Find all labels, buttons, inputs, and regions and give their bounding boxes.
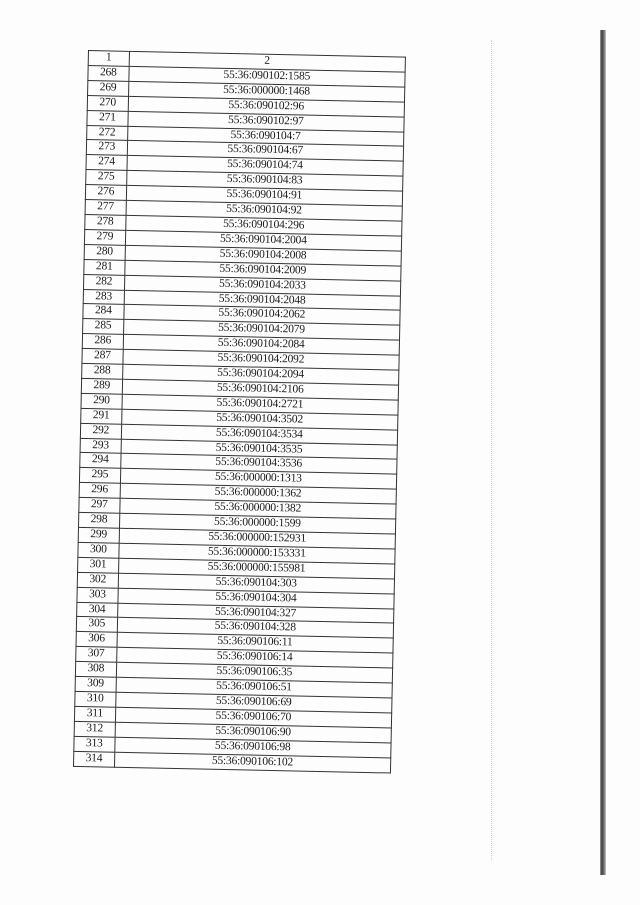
row-number-cell: 287: [82, 349, 123, 365]
row-number-cell: 270: [87, 95, 128, 111]
row-number-cell: 289: [81, 378, 122, 394]
cadastral-number-cell: 55:36:090104:74: [127, 156, 404, 177]
cadastral-number-cell: 55:36:090104:2721: [122, 394, 399, 415]
row-number-cell: 309: [75, 676, 116, 692]
row-number-cell: 310: [75, 691, 116, 707]
row-number-cell: 299: [78, 527, 119, 543]
row-number-cell: 275: [86, 170, 127, 186]
cadastral-number-cell: 55:36:090104:92: [126, 200, 403, 221]
cadastral-number-cell: 55:36:090104:303: [118, 573, 395, 594]
row-number-cell: 271: [87, 110, 128, 126]
cadastral-number-cell: 55:36:090104:2084: [123, 335, 400, 356]
cadastral-number-cell: 55:36:090104:83: [126, 171, 403, 192]
row-number-cell: 307: [76, 647, 117, 663]
cadastral-number-cell: 55:36:090104:296: [125, 215, 402, 236]
cadastral-number-cell: 55:36:090104:2009: [124, 260, 401, 281]
cadastral-number-cell: 55:36:090106:51: [116, 677, 393, 698]
row-number-cell: 292: [80, 423, 121, 439]
cadastral-number-cell: 55:36:090104:2062: [124, 305, 401, 326]
cadastral-number-cell: 55:36:000000:1382: [119, 498, 396, 519]
row-number-cell: 288: [82, 363, 123, 379]
cadastral-number-cell: 55:36:000000:152931: [119, 528, 396, 549]
cadastral-number-table: [73, 50, 406, 773]
row-number-cell: 313: [74, 736, 115, 752]
cadastral-number-cell: 55:36:090104:2106: [122, 379, 399, 400]
row-number-cell: 302: [77, 572, 118, 588]
cadastral-number-cell: 55:36:090104:2094: [122, 364, 399, 385]
row-number-cell: 296: [79, 483, 120, 499]
cadastral-number-cell: 55:36:090106:98: [114, 737, 391, 758]
row-number-cell: 305: [76, 617, 117, 633]
cadastral-number-cell: 55:36:090104:3502: [121, 409, 398, 430]
cadastral-number-cell: 55:36:090106:14: [116, 647, 393, 668]
scan-edge-strip: [600, 30, 606, 875]
row-number-cell: 278: [85, 214, 126, 230]
row-number-cell: 272: [87, 125, 128, 141]
cadastral-number-cell: 55:36:090104:2048: [124, 290, 401, 311]
row-number-cell: 269: [88, 80, 129, 96]
row-number-cell: 290: [81, 393, 122, 409]
header-cell-number: 1: [88, 51, 129, 67]
cadastral-number-cell: 55:36:090106:11: [117, 633, 394, 654]
cadastral-number-cell: 55:36:090104:2008: [125, 245, 402, 266]
cadastral-number-cell: 55:36:000000:1468: [128, 81, 405, 102]
cadastral-number-cell: 55:36:090104:91: [126, 185, 403, 206]
row-number-cell: 301: [78, 557, 119, 573]
cadastral-number-cell: 55:36:090104:67: [127, 141, 404, 162]
cadastral-number-cell: 55:36:090104:3535: [121, 439, 398, 460]
row-number-cell: 297: [79, 498, 120, 514]
row-number-cell: 283: [83, 289, 124, 305]
row-number-cell: 268: [88, 65, 129, 81]
cadastral-number-cell: 55:36:090106:69: [115, 692, 392, 713]
row-number-cell: 300: [78, 542, 119, 558]
cadastral-number-cell: 55:36:000000:1313: [120, 469, 397, 490]
row-number-cell: 273: [86, 140, 127, 156]
row-number-cell: 281: [84, 259, 125, 275]
row-number-cell: 298: [78, 513, 119, 529]
cadastral-number-cell: 55:36:000000:1599: [119, 513, 396, 534]
row-number-cell: 285: [83, 319, 124, 335]
row-number-cell: 277: [85, 200, 126, 216]
row-number-cell: 295: [79, 468, 120, 484]
row-number-cell: 308: [75, 662, 116, 678]
header-cell-value: 2: [129, 51, 406, 72]
cadastral-number-cell: 55:36:090106:35: [116, 662, 393, 683]
cadastral-number-cell: 55:36:000000:1362: [120, 484, 397, 505]
cadastral-number-cell: 55:36:090106:102: [114, 752, 391, 773]
cadastral-number-cell: 55:36:090102:97: [128, 111, 405, 132]
table-container: [73, 50, 406, 773]
row-number-cell: 276: [85, 185, 126, 201]
table-body: [74, 51, 406, 773]
cadastral-number-cell: 55:36:090104:328: [117, 618, 394, 639]
row-number-cell: 282: [83, 274, 124, 290]
cadastral-number-cell: 55:36:090106:90: [115, 722, 392, 743]
cadastral-number-cell: 55:36:000000:155981: [118, 558, 395, 579]
cadastral-number-cell: 55:36:090104:304: [118, 588, 395, 609]
cadastral-number-cell: 55:36:090104:2004: [125, 230, 402, 251]
cadastral-number-cell: 55:36:090106:70: [115, 707, 392, 728]
cadastral-number-cell: 55:36:000000:153331: [119, 543, 396, 564]
cadastral-number-cell: 55:36:090104:2092: [123, 349, 400, 370]
row-number-cell: 294: [80, 453, 121, 469]
row-number-cell: 304: [77, 602, 118, 618]
row-number-cell: 284: [83, 304, 124, 320]
scan-dotted-line: [491, 40, 492, 860]
cadastral-number-cell: 55:36:090104:2079: [123, 320, 400, 341]
cadastral-number-cell: 55:36:090104:7: [127, 126, 404, 147]
row-number-cell: 293: [80, 438, 121, 454]
cadastral-number-cell: 55:36:090102:1585: [128, 66, 405, 87]
row-number-cell: 303: [77, 587, 118, 603]
row-number-cell: 291: [81, 408, 122, 424]
cadastral-number-cell: 55:36:090102:96: [128, 96, 405, 117]
row-number-cell: 311: [74, 706, 115, 722]
row-number-cell: 274: [86, 155, 127, 171]
cadastral-number-cell: 55:36:090104:327: [117, 603, 394, 624]
row-number-cell: 312: [74, 721, 115, 737]
row-number-cell: 306: [76, 632, 117, 648]
cadastral-number-cell: 55:36:090104:3536: [120, 454, 397, 475]
cadastral-number-cell: 55:36:090104:2033: [124, 275, 401, 296]
row-number-cell: 279: [84, 229, 125, 245]
cadastral-number-cell: 55:36:090104:3534: [121, 424, 398, 445]
row-number-cell: 314: [74, 751, 115, 767]
row-number-cell: 280: [84, 244, 125, 260]
row-number-cell: 286: [82, 334, 123, 350]
